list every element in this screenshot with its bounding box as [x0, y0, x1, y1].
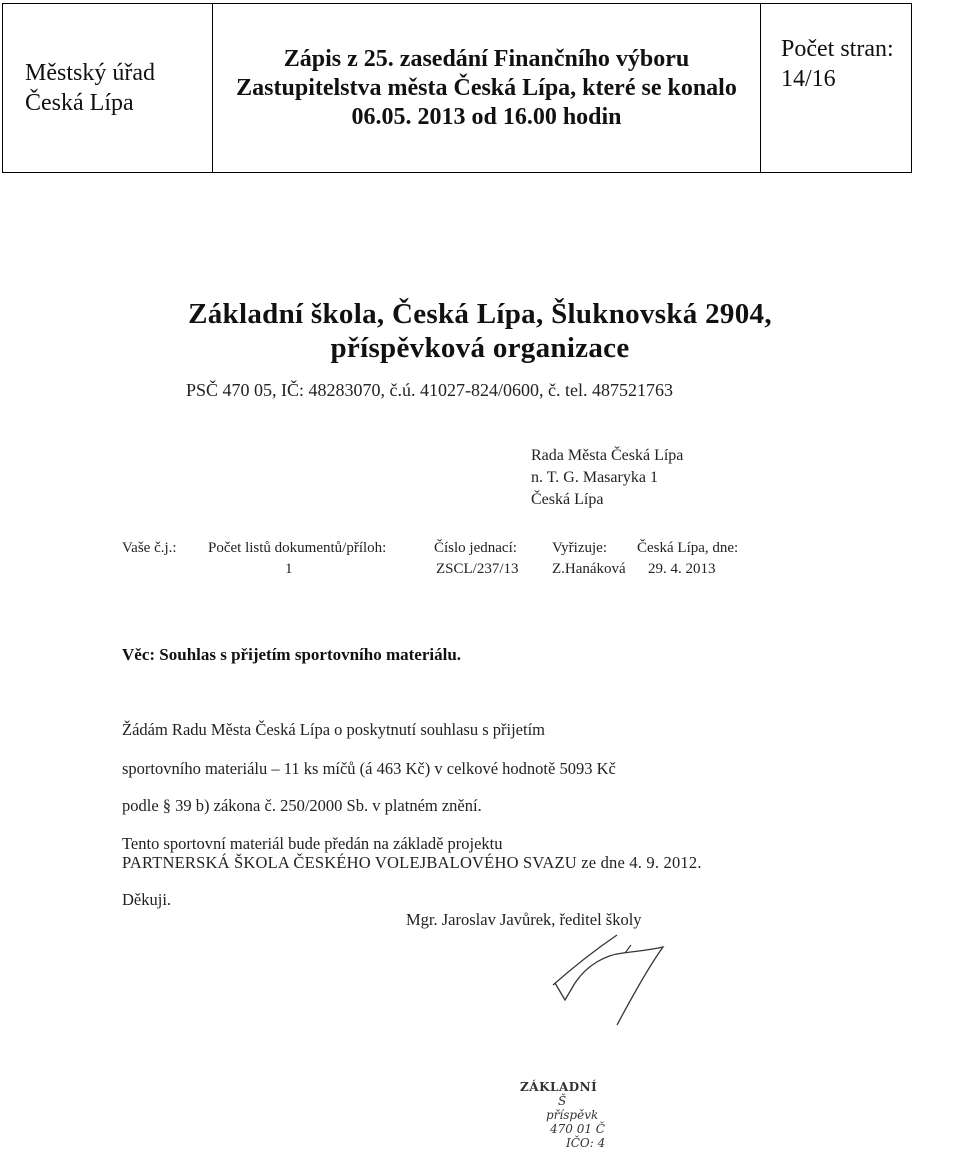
document-header — [2, 3, 912, 173]
ref-vyrizuje-value: Z.Hanáková — [552, 561, 626, 577]
ref-vyrizuje-label: Vyřizuje: — [552, 540, 607, 556]
header-title — [213, 4, 761, 172]
title-line-1: Zápis z 25. zasedání Finančního výboru — [283, 45, 690, 72]
stamp-line-1: ZÁKLADNÍ — [520, 1080, 598, 1094]
ref-cislo-label: Číslo jednací: — [434, 540, 517, 556]
letter-paragraph-3: podle § 39 b) zákona č. 250/2000 Sb. v platném znění. — [122, 796, 482, 815]
school-contact: PSČ 470 05, IČ: 48283070, č.ú. 41027-824/0600, č. tel. 487521763 — [186, 380, 673, 400]
letter-paragraph-5: PARTNERSKÁ ŠKOLA ČESKÉHO VOLEJBALOVÉHO SVAZU ze dne 4. 9. 2012. — [122, 853, 702, 872]
header-page-count — [761, 4, 911, 172]
school-stamp — [520, 1080, 605, 1150]
ref-pocet-label: Počet listů dokumentů/příloh: — [208, 540, 387, 556]
signature-scrawl — [525, 925, 685, 1035]
school-name: Základní škola, Česká Lípa, Šluknovská 2904, — [188, 298, 772, 330]
header-office — [3, 4, 213, 172]
stamp-line-2: Š — [558, 1094, 567, 1108]
letter-subject: Věc: Souhlas s přijetím sportovního materiálu. — [122, 645, 462, 664]
office-name: Městský úřad — [25, 60, 155, 86]
ref-cislo-value: ZSCL/237/13 — [436, 561, 519, 577]
title-line-2: Zastupitelstva města Česká Lípa, které se konalo — [236, 74, 737, 101]
title-line-3: 06.05. 2013 od 16.00 hodin — [351, 103, 622, 130]
letter-signatory: Mgr. Jaroslav Javůrek, ředitel školy — [406, 910, 642, 929]
recipient-line-3: Česká Lípa — [531, 491, 604, 508]
recipient-line-2: n. T. G. Masaryka 1 — [531, 469, 658, 486]
letter-paragraph-4: Tento sportovní materiál bude předán na základě projektu — [122, 834, 503, 853]
letter-paragraph-2: sportovního materiálu – 11 ks míčů (á 463 Kč) v celkové hodnotě 5093 Kč — [122, 759, 616, 778]
ref-vase-label: Vaše č.j.: — [122, 540, 177, 556]
letter-paragraph-1: Žádám Radu Města Česká Lípa o poskytnutí souhlasu s přijetím — [122, 720, 545, 739]
ref-dne-label: Česká Lípa, dne: — [637, 540, 739, 556]
stamp-line-5: IČO: 4 — [566, 1136, 606, 1150]
letter-thanks: Děkuji. — [122, 890, 172, 909]
school-type: příspěvková organizace — [330, 332, 630, 364]
page-count-value: 14/16 — [781, 66, 836, 92]
office-city: Česká Lípa — [25, 90, 134, 116]
stamp-line-3: příspěvk — [546, 1108, 599, 1122]
page-count-label: Počet stran: — [781, 36, 894, 62]
ref-pocet-value: 1 — [285, 561, 293, 577]
stamp-line-4: 470 01 Č — [550, 1122, 605, 1136]
ref-dne-value: 29. 4. 2013 — [648, 561, 716, 577]
recipient-line-1: Rada Města Česká Lípa — [531, 447, 684, 464]
